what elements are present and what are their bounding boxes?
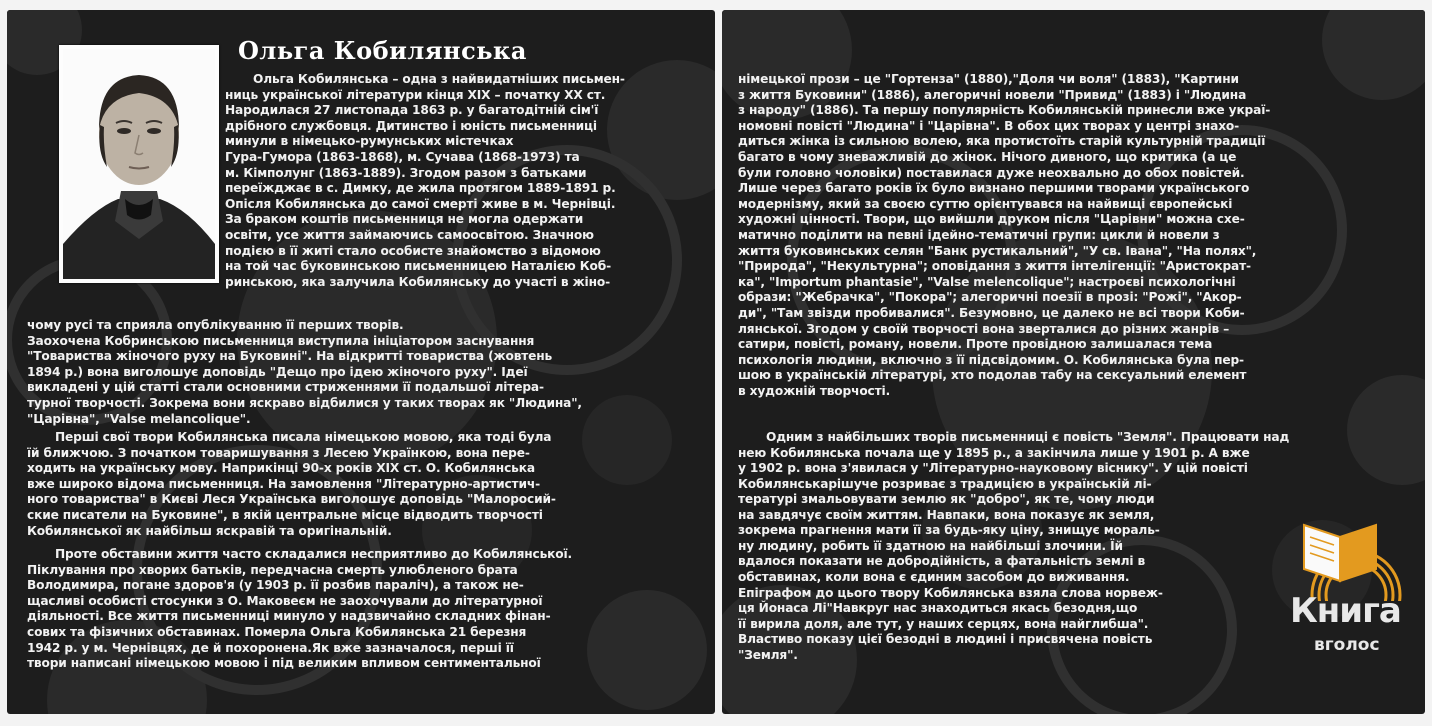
paragraph-first-works: Перші свої твори Кобилянська писала німецькою мовою, яка тоді була їй ближчою. З початком товаришування з Лесею Українкою, вона пере- ходить на українську мову. Наприкінці 90-х років ХІХ ст. О. Кобилянська вже широко відома письменниця. На замовлення "Літературно-артистич- ного товариства" в Києві Леся Українська виголошує доповідь "Малоросий- ские писатели на Буковине", в якій центральне місце відводить творчості Кобилянської як найбільш яскравій та оригінальній. <box>27 430 556 538</box>
portrait-frame <box>59 45 219 283</box>
right-page <box>722 10 1425 714</box>
logo-word-vgolos: вголос <box>1314 635 1380 655</box>
paragraph-zemlia-intro: Одним з найбільших творів письменниці є повість "Земля". Працювати над нею Кобилянська почала ще у 1895 р., а закінчила лише у 1901 р. А вже у 1902 р. вона з'явилася у "Літературно-науковому віснику". У цій повісті Кобилянськарішуче розриває з традицією в українській лі- <box>738 430 1290 491</box>
portrait-image <box>63 49 215 279</box>
paragraph-life-circumstances: Проте обставини життя часто складалися несприятливо до Кобилянської. Піклування про хворих батьків, передчасна смерть улюбленого брата Володимира, погане здоров'я (у 1903 р. її розбив параліч), а також не- щасливі особисті стосунки з О. Маковеєм не заохочували до літературної діяльності. Все життя письменниці минуло у надзвичайно складних фінан- сових та фізичних обставинах. Померла Ольга Кобилянська 21 березня 1942 р. у м. Чернівцях, де й похоронена.Як вже зазначалося, перші її твори написані німецькою мовою і під великим впливом сентиментальної <box>27 547 573 671</box>
logo-word-kniga: Книга <box>1290 591 1401 631</box>
paragraph-prose: німецької прози – це "Гортенза" (1880),"Доля чи воля" (1883), "Картини з життя Буковини" (1886), алегоричні новели "Привид" (1883) і "Людина з народу" (1886). Та першу популярність Кобилянській принесли вже украї- номовні повісті "Людина" і "Царівна". В обох цих творах у центрі знахо- диться жінка із сильною волею, яка протистоїть старій культурній традиції багато в чому зневажливій до жінок. Нічого дивного, що критика (а це були головно чоловіки) поставилася дуже неохвально до обох повістей. Лише через багато років їх було визнано першими творами українського модернізму, який за своєю суттю орієнтувався на найвищі європейські художні цінності. Твори, що вийшли друком після "Царівни" можна схе- матично поділити на певні ідейно-тематичні групи: цикли й новели з життя буковинських селян "Банк рустикальний", "У св. Івана", "На полях", "Природа", "Некультурна"; оповідання з життя інтелігенції: "Аристократ- ка", "Importum phantasie", "Valse melencolique"; настроєві психологічні образи: "Жебрачка", "Покора"; алегоричні поезії в прозі: "Рожі", "Акор- ди", "Там звізди пробивалися". Безумовно, це далеко не всі твори Коби- лянської. Згодом у своїй творчості вона зверталися до різних жанрів – сатири, повісті, роману, новели. Проте провідною залишалася тема психологія людини, включно з її підсвідомим. О. Кобилянська була пер- шою в українській літературі, хто подолав табу на сексуальний елемент в художній творчості. <box>738 72 1271 398</box>
page-title: Ольга Кобилянська <box>238 36 527 65</box>
left-page <box>7 10 715 714</box>
book-icon <box>1294 515 1402 601</box>
paragraph-society: чому русі та сприяла опублікуванню її перших творів. Заохочена Кобринською письменниця виступила ініціатором заснування "Товариства жіночого руху на Буковині". На відкритті товариства (жовтень 1894 р.) вона виголошує доповідь "Дещо про ідею жіночого руху". Ідеї викладені у цій статті стали основними стриженнями її подальшої літера- турної творчості. Зокрема вони яскраво відбилися у таких творах як "Людина", "Царівна", "Valse melancolique". <box>27 318 582 426</box>
paragraph-zemlia-body: тературі змальовувати землю як "добро", як те, чому люди на завдячує своїм життям. Навпаки, вона показує як земля, зокрема прагнення мати її за будь-яку ціну, знищує мораль- ну людину, робить її здатною на найбільші злочини. Їй вдалося показати не добродійність, а фатальність землі в обставинах, коли вона є єдиним засобом до виживання. Епіграфом до цього твору Кобилянська взяла слова норвеж- ця Йонаса Лі"Навкруг нас знаходиться якась безодня,що її вирила доля, але тут, у наших серцях, вона найглибша". Властиво показу цієї безодні в людині і присвячена повість "Земля". <box>738 492 1163 662</box>
kniga-vgolos-logo <box>1286 507 1414 687</box>
paragraph-intro: Ольга Кобилянська – одна з найвидатніших письмен- ниць української літератури кінця ХІХ – початку ХХ ст. Народилася 27 листопада 1863 р. у багатодітній сім'ї дрібного службовця. Дитинство і юність письменниці минули в німецько-румунських містечках Гура-Гумора (1863-1868), м. Сучава (1868-1973) та м. Кімполунг (1863-1889). Згодом разом з батьками переїжджає в с. Димку, де жила протягом 1889-1891 р. Опісля Кобилянська до самої смерті живе в м. Чернівці. За браком коштів письменниця не могла одержати освіти, усе життя займаючись самоосвітою. Значною подією в її житі стало особисте знайомство з відомою на той час буковинською письменницею Наталією Коб- ринською, яка залучила Кобилянську до участі в жіно- <box>225 72 625 289</box>
